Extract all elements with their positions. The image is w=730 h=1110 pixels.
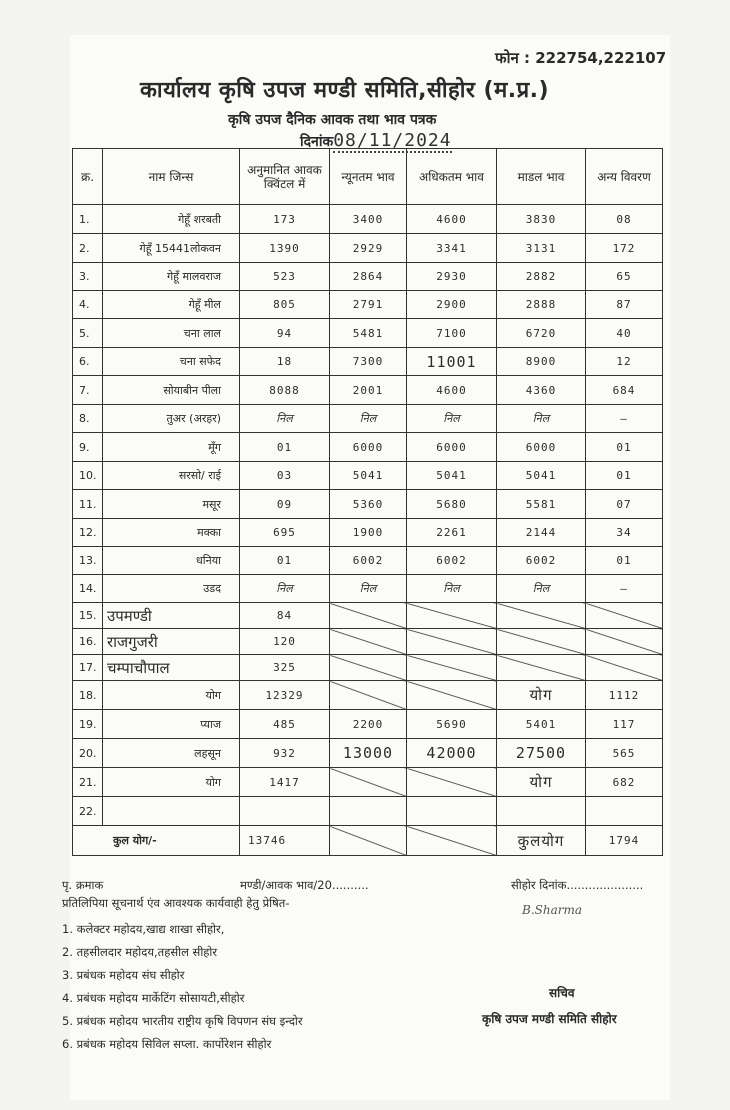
- row-sno: 16.: [73, 629, 103, 655]
- row-model: 3830: [497, 205, 586, 234]
- row-model: 2144: [497, 519, 586, 547]
- date-value: 08/11/2024: [333, 130, 452, 151]
- phone-number: फोन : 222754,222107: [495, 49, 667, 67]
- row-model: 3131: [497, 234, 586, 263]
- row-max: 2900: [407, 291, 497, 319]
- table-row: [73, 405, 663, 433]
- row-sno: 2.: [73, 234, 103, 263]
- row-sno: 9.: [73, 433, 103, 462]
- table-row: [73, 490, 663, 519]
- row-max: 2261: [407, 519, 497, 547]
- row-max: 42000: [407, 739, 497, 768]
- table-row: [73, 629, 663, 655]
- table-row: [73, 681, 663, 710]
- row-arrival: निल: [240, 575, 330, 603]
- row-model: 5581: [497, 490, 586, 519]
- row-other: 01: [586, 433, 663, 462]
- table-row: [73, 376, 663, 405]
- list-item: 3. प्रबंधक महोदय संघ सीहोर: [62, 968, 185, 982]
- row-commodity: गेहूँ शरबती: [103, 205, 240, 234]
- table-row: [73, 263, 663, 291]
- row-sno: 5.: [73, 319, 103, 348]
- row-commodity: धनिया: [103, 547, 240, 575]
- table-row: [73, 519, 663, 547]
- row-sno: 8.: [73, 405, 103, 433]
- list-item: 6. प्रबंधक महोदय सिविल सप्ला. कार्पोरेशन सीहोर: [62, 1037, 272, 1051]
- row-arrival: 84: [240, 603, 330, 629]
- row-other: 684: [586, 376, 663, 405]
- mandi-ref: मण्डी/आवक भाव/20..........: [240, 878, 369, 892]
- table-row: [73, 575, 663, 603]
- reference-number: पृ. क्रमाक: [62, 878, 104, 892]
- table-row: [73, 547, 663, 575]
- row-other: 34: [586, 519, 663, 547]
- row-commodity: मसूर: [103, 490, 240, 519]
- row-sno: 1.: [73, 205, 103, 234]
- row-commodity: [103, 797, 240, 826]
- table-row: [73, 319, 663, 348]
- row-other: 01: [586, 462, 663, 490]
- table-row: [73, 739, 663, 768]
- row-max: 4600: [407, 205, 497, 234]
- table-row: [73, 205, 663, 234]
- row-commodity: तुअर (अरहर): [103, 405, 240, 433]
- row-other: [586, 603, 663, 629]
- row-sno: 21.: [73, 768, 103, 797]
- table-row: [73, 433, 663, 462]
- copy-forward-note: प्रतिलिपिया सूचनार्थ एंव आवश्यक कार्यवाही हेतु प्रेषित-: [62, 896, 290, 910]
- row-sno: 12.: [73, 519, 103, 547]
- row-max: 2930: [407, 263, 497, 291]
- row-arrival: 8088: [240, 376, 330, 405]
- table-row: [73, 234, 663, 263]
- row-min: [330, 681, 407, 710]
- col-max-price: अधिकतम भाव: [407, 149, 497, 205]
- row-max: 5680: [407, 490, 497, 519]
- row-min: 5360: [330, 490, 407, 519]
- row-min: 2929: [330, 234, 407, 263]
- row-commodity: राजगुजरी: [103, 629, 240, 655]
- distribution-list: [62, 918, 303, 1056]
- row-sno: 18.: [73, 681, 103, 710]
- row-model: [497, 797, 586, 826]
- row-commodity: सोयाबीन पीला: [103, 376, 240, 405]
- row-commodity: लहसून: [103, 739, 240, 768]
- row-arrival: 03: [240, 462, 330, 490]
- date-label: दिनांक: [300, 134, 334, 150]
- row-min: [330, 629, 407, 655]
- row-arrival: 09: [240, 490, 330, 519]
- row-model: 27500: [497, 739, 586, 768]
- report-subtitle: कृषि उपज दैनिक आवक तथा भाव पत्रक: [228, 112, 437, 128]
- row-arrival: 695: [240, 519, 330, 547]
- row-sno: 4.: [73, 291, 103, 319]
- total-model-label: कुलयोग: [497, 826, 586, 856]
- col-min-price: न्यूनतम भाव: [330, 149, 407, 205]
- list-item: 5. प्रबंधक महोदय भारतीय राष्ट्रीय कृषि विपणन संघ इन्दोर: [62, 1014, 303, 1028]
- row-sno: 13.: [73, 547, 103, 575]
- row-other: 40: [586, 319, 663, 348]
- row-model: 8900: [497, 348, 586, 376]
- row-sno: 3.: [73, 263, 103, 291]
- col-arrival: अनुमानित आवक क्विंटल में: [240, 149, 330, 205]
- row-min: 1900: [330, 519, 407, 547]
- row-max: 5041: [407, 462, 497, 490]
- row-model: 6000: [497, 433, 586, 462]
- row-sno: 22.: [73, 797, 103, 826]
- row-max: निल: [407, 575, 497, 603]
- row-model: [497, 603, 586, 629]
- row-other: [586, 797, 663, 826]
- table-row: [73, 291, 663, 319]
- row-other: 12: [586, 348, 663, 376]
- table-row: [73, 710, 663, 739]
- table-row: [73, 348, 663, 376]
- secretary-title: सचिव: [549, 986, 575, 1000]
- row-other: 07: [586, 490, 663, 519]
- row-arrival: 94: [240, 319, 330, 348]
- row-arrival: 1417: [240, 768, 330, 797]
- row-commodity: सरसो/ राई: [103, 462, 240, 490]
- row-max: 7100: [407, 319, 497, 348]
- row-model: [497, 629, 586, 655]
- row-min: 5041: [330, 462, 407, 490]
- row-min: 6002: [330, 547, 407, 575]
- row-commodity: गेहूँ मालवराज: [103, 263, 240, 291]
- row-model: 6002: [497, 547, 586, 575]
- row-arrival: निल: [240, 405, 330, 433]
- row-commodity: मूँग: [103, 433, 240, 462]
- row-model: निल: [497, 575, 586, 603]
- row-min: निल: [330, 405, 407, 433]
- table-row: [73, 603, 663, 629]
- row-commodity: गेहूँ 15441लोकवन: [103, 234, 240, 263]
- row-min: [330, 797, 407, 826]
- row-other: 117: [586, 710, 663, 739]
- row-max: 6002: [407, 547, 497, 575]
- row-commodity: उडद: [103, 575, 240, 603]
- row-other: 172: [586, 234, 663, 263]
- row-max: 6000: [407, 433, 497, 462]
- row-commodity: चना सफेद: [103, 348, 240, 376]
- total-other: 1794: [586, 826, 663, 856]
- row-sno: 11.: [73, 490, 103, 519]
- row-other: 1112: [586, 681, 663, 710]
- row-model: 2888: [497, 291, 586, 319]
- row-model: 5401: [497, 710, 586, 739]
- col-sno: क्र.: [73, 149, 103, 205]
- col-name: नाम जिन्स: [103, 149, 240, 205]
- row-model: 6720: [497, 319, 586, 348]
- row-other: 08: [586, 205, 663, 234]
- row-arrival: 485: [240, 710, 330, 739]
- row-other: [586, 629, 663, 655]
- row-model: [497, 655, 586, 681]
- list-item: 2. तहसीलदार महोदय,तहसील सीहोर: [62, 945, 218, 959]
- row-arrival: 1390: [240, 234, 330, 263]
- row-other: [586, 655, 663, 681]
- row-arrival: 932: [240, 739, 330, 768]
- row-commodity: योग: [103, 768, 240, 797]
- row-max: 11001: [407, 348, 497, 376]
- row-max: 3341: [407, 234, 497, 263]
- row-sno: 6.: [73, 348, 103, 376]
- col-model-price: माडल भाव: [497, 149, 586, 205]
- price-table: [72, 148, 663, 856]
- row-sno: 20.: [73, 739, 103, 768]
- row-other: —: [586, 575, 663, 603]
- row-sno: 15.: [73, 603, 103, 629]
- signature: B.Sharma: [522, 903, 583, 917]
- row-max: निल: [407, 405, 497, 433]
- list-item: 4. प्रबंधक महोदय मार्केटिंग सोसायटी,सीहोर: [62, 991, 245, 1005]
- row-commodity: प्याज: [103, 710, 240, 739]
- row-min: [330, 603, 407, 629]
- row-arrival: 523: [240, 263, 330, 291]
- row-other: 65: [586, 263, 663, 291]
- table-row: [73, 768, 663, 797]
- row-commodity: चम्पाचौपाल: [103, 655, 240, 681]
- row-arrival: 12329: [240, 681, 330, 710]
- row-max: [407, 768, 497, 797]
- total-row: [73, 826, 663, 856]
- row-min: 2791: [330, 291, 407, 319]
- total-label: कुल योग/-: [73, 826, 240, 856]
- row-sno: 10.: [73, 462, 103, 490]
- row-min: 13000: [330, 739, 407, 768]
- table-row: [73, 462, 663, 490]
- col-other: अन्य विवरण: [586, 149, 663, 205]
- row-commodity: योग: [103, 681, 240, 710]
- table-row: [73, 797, 663, 826]
- row-sno: 7.: [73, 376, 103, 405]
- row-arrival: 01: [240, 547, 330, 575]
- row-min: [330, 768, 407, 797]
- row-commodity: चना लाल: [103, 319, 240, 348]
- row-model: 4360: [497, 376, 586, 405]
- row-max: [407, 655, 497, 681]
- row-arrival: [240, 797, 330, 826]
- row-min: 3400: [330, 205, 407, 234]
- row-other: 01: [586, 547, 663, 575]
- row-other: 87: [586, 291, 663, 319]
- row-arrival: 325: [240, 655, 330, 681]
- row-min: 6000: [330, 433, 407, 462]
- row-arrival: 120: [240, 629, 330, 655]
- total-max: [407, 826, 497, 856]
- table-header-row: [73, 149, 663, 205]
- row-model: निल: [497, 405, 586, 433]
- sehore-date: सीहोर दिनांक.....................: [511, 878, 644, 892]
- row-max: 4600: [407, 376, 497, 405]
- row-model: योग: [497, 768, 586, 797]
- total-arrival: 13746: [240, 826, 330, 856]
- committee-name: कृषि उपज मण्डी समिति सीहोर: [482, 1012, 617, 1026]
- row-other: 682: [586, 768, 663, 797]
- row-max: [407, 603, 497, 629]
- row-model: 5041: [497, 462, 586, 490]
- row-other: 565: [586, 739, 663, 768]
- row-min: 5481: [330, 319, 407, 348]
- row-min: निल: [330, 575, 407, 603]
- row-sno: 17.: [73, 655, 103, 681]
- row-max: [407, 797, 497, 826]
- row-arrival: 805: [240, 291, 330, 319]
- row-min: 2864: [330, 263, 407, 291]
- list-item: 1. कलेक्टर महोदय,खाद्य शाखा सीहोर,: [62, 922, 225, 936]
- row-max: [407, 629, 497, 655]
- row-min: [330, 655, 407, 681]
- row-min: 2001: [330, 376, 407, 405]
- row-sno: 14.: [73, 575, 103, 603]
- row-arrival: 18: [240, 348, 330, 376]
- row-other: —: [586, 405, 663, 433]
- row-min: 2200: [330, 710, 407, 739]
- row-model: योग: [497, 681, 586, 710]
- row-max: 5690: [407, 710, 497, 739]
- row-commodity: उपमण्डी: [103, 603, 240, 629]
- row-sno: 19.: [73, 710, 103, 739]
- row-arrival: 01: [240, 433, 330, 462]
- office-title: कार्यालय कृषि उपज मण्डी समिति,सीहोर (म.प्र.): [140, 78, 550, 103]
- row-min: 7300: [330, 348, 407, 376]
- row-arrival: 173: [240, 205, 330, 234]
- row-max: [407, 681, 497, 710]
- row-model: 2882: [497, 263, 586, 291]
- table-row: [73, 655, 663, 681]
- total-min: [330, 826, 407, 856]
- row-commodity: गेहूँ मील: [103, 291, 240, 319]
- row-commodity: मक्का: [103, 519, 240, 547]
